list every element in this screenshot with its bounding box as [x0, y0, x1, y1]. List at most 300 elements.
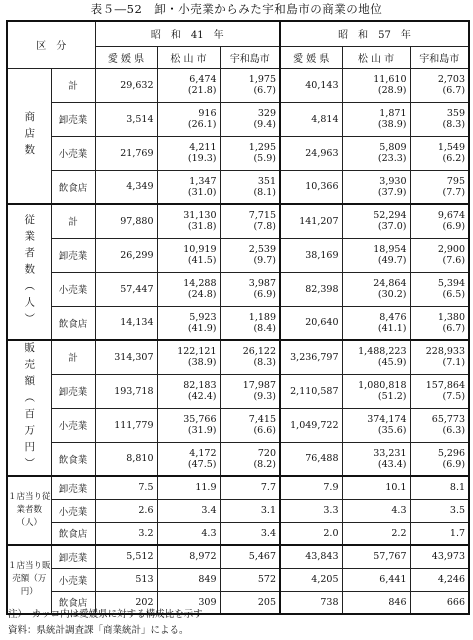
ratio: (7.8)	[253, 221, 276, 233]
value: 1,080,818	[358, 380, 407, 391]
value: 7.5	[138, 482, 154, 494]
ratio: (9.7)	[253, 255, 276, 266]
value-cell	[410, 442, 469, 476]
ratio: (6.7)	[442, 85, 466, 96]
value: 4,211	[189, 142, 217, 153]
value-cell	[410, 522, 469, 545]
value-cell	[280, 568, 342, 591]
value-cell	[95, 408, 157, 442]
value-cell	[157, 170, 220, 204]
value: 24,963	[305, 147, 339, 159]
value-cell	[95, 238, 157, 272]
value-cell	[342, 408, 410, 442]
subcategory-label: 飲食店	[51, 306, 95, 340]
value: 513	[135, 574, 154, 585]
value-cell	[95, 204, 157, 238]
value: 5,923	[189, 311, 217, 323]
category-label: １店当り販売額（万円）	[7, 545, 51, 614]
ratio: (8.4)	[253, 322, 276, 334]
value: 43,843	[305, 551, 339, 563]
era1-header: 昭 和 41 年	[95, 21, 280, 46]
value: 2.6	[138, 505, 154, 516]
table-row	[7, 408, 469, 442]
value: 4,246	[437, 574, 466, 585]
value-cell	[280, 306, 342, 340]
value: 1,488,223	[358, 346, 407, 358]
table-row	[7, 442, 469, 476]
value: 5,394	[437, 278, 466, 289]
value: 157,864	[425, 380, 466, 391]
value: 14,288	[183, 278, 217, 289]
value-cell	[157, 272, 220, 306]
table-row	[7, 306, 469, 340]
value-cell	[157, 238, 220, 272]
value: 849	[198, 574, 217, 585]
table-row	[7, 102, 469, 136]
value-cell	[220, 522, 280, 545]
table-row	[7, 374, 469, 408]
col-header: 愛 媛 県	[280, 46, 342, 68]
value: 57,447	[120, 283, 154, 295]
value: 2,703	[437, 74, 466, 85]
value-cell	[280, 408, 342, 442]
value-cell	[342, 306, 410, 340]
value: 359	[446, 108, 466, 119]
ratio: (41.5)	[187, 255, 217, 266]
kubun-header: 区 分	[7, 21, 95, 68]
ratio: (31.9)	[187, 425, 217, 436]
ratio: (35.6)	[377, 425, 407, 436]
table-row	[7, 545, 469, 568]
value-cell	[95, 68, 157, 102]
value-cell	[220, 238, 280, 272]
value-cell	[95, 568, 157, 591]
value: 329	[257, 108, 276, 119]
value: 572	[257, 574, 276, 585]
value: 666	[446, 596, 466, 608]
table-row	[7, 204, 469, 238]
value: 720	[257, 447, 276, 459]
value-cell	[280, 170, 342, 204]
value-cell	[220, 499, 280, 522]
value: 3,236,797	[290, 351, 339, 363]
subcategory-label: 飲食店	[51, 170, 95, 204]
value: 309	[198, 596, 217, 608]
value-cell	[280, 499, 342, 522]
subcategory-label: 小売業	[51, 136, 95, 170]
value: 10,919	[183, 244, 217, 255]
value-cell	[157, 408, 220, 442]
value: 846	[388, 596, 407, 608]
value: 10,366	[305, 181, 339, 193]
value: 76,488	[305, 453, 339, 465]
value: 7,415	[248, 414, 276, 425]
value-cell	[95, 306, 157, 340]
value: 57,767	[373, 551, 407, 563]
value-cell	[157, 340, 220, 374]
value-cell	[157, 522, 220, 545]
value: 20,640	[305, 317, 339, 329]
value: 11,610	[373, 74, 407, 85]
value: 3.2	[138, 527, 154, 539]
ratio: (28.9)	[377, 85, 407, 96]
value: 8,476	[379, 311, 407, 323]
value: 111,779	[114, 419, 154, 431]
ratio: (8.3)	[442, 119, 466, 130]
value: 3.1	[260, 505, 276, 516]
ratio: (21.8)	[187, 85, 217, 96]
value: 26,299	[120, 249, 154, 261]
value: 6,441	[379, 574, 407, 585]
value-cell	[157, 499, 220, 522]
value-cell	[95, 545, 157, 568]
value-cell	[410, 568, 469, 591]
value-cell	[410, 340, 469, 374]
value-cell	[410, 136, 469, 170]
value-cell	[280, 591, 342, 614]
subcategory-label: 卸売業	[51, 476, 95, 499]
ratio: (42.4)	[187, 391, 217, 402]
value-cell	[280, 238, 342, 272]
value-cell	[410, 238, 469, 272]
value: 1,049,722	[290, 419, 339, 431]
value: 8,810	[126, 453, 154, 465]
ratio: (8.1)	[253, 186, 276, 198]
value: 916	[198, 108, 217, 119]
value: 4,349	[126, 181, 154, 193]
table-row	[7, 499, 469, 522]
ratio: (7.1)	[442, 357, 466, 369]
table-row	[7, 476, 469, 499]
ratio: (37.0)	[377, 221, 407, 233]
value-cell	[410, 545, 469, 568]
ratio: (6.5)	[442, 289, 466, 300]
ratio: (6.9)	[253, 289, 276, 300]
value-cell	[157, 204, 220, 238]
value: 24,864	[373, 278, 407, 289]
value: 5,512	[126, 551, 154, 563]
ratio: (6.6)	[253, 425, 276, 436]
col-header: 松 山 市	[342, 46, 410, 68]
note-line: 注） カッコ内は愛媛県に対する構成比を示す	[8, 609, 203, 620]
value-cell	[220, 408, 280, 442]
category-label: 商店数	[7, 68, 51, 204]
table-row	[7, 522, 469, 545]
value: 8,972	[189, 551, 217, 563]
value: 1,347	[189, 175, 217, 187]
col-header: 松 山 市	[157, 46, 220, 68]
value: 4,205	[311, 574, 339, 585]
value-cell	[220, 306, 280, 340]
value-cell	[342, 272, 410, 306]
value-cell	[280, 204, 342, 238]
value: 1.7	[449, 527, 466, 539]
value: 4.3	[201, 527, 217, 539]
ratio: (9.4)	[253, 119, 276, 130]
value: 374,174	[367, 414, 407, 425]
table-body	[7, 68, 469, 614]
source-line: 資料：県統計調査課「商業統計」による。	[8, 625, 189, 636]
value-cell	[220, 68, 280, 102]
value: 314,307	[114, 351, 154, 363]
value-cell	[220, 442, 280, 476]
ratio: (7.6)	[442, 255, 466, 266]
table-row	[7, 272, 469, 306]
ratio: (51.2)	[377, 391, 407, 402]
ratio: (26.1)	[187, 119, 217, 130]
value-cell	[410, 374, 469, 408]
value-cell	[410, 170, 469, 204]
ratio: (7.5)	[442, 391, 466, 402]
value: 4.3	[391, 505, 407, 516]
value: 3.4	[201, 505, 217, 516]
value: 2,900	[437, 244, 466, 255]
value: 3,930	[379, 175, 407, 187]
value: 2.2	[391, 527, 407, 539]
value-cell	[280, 522, 342, 545]
value: 65,773	[431, 414, 466, 425]
value-cell	[342, 545, 410, 568]
subcategory-label: 卸売業	[51, 374, 95, 408]
commerce-table	[6, 20, 470, 615]
value-cell	[342, 499, 410, 522]
col-header: 愛 媛 県	[95, 46, 157, 68]
value-cell	[95, 340, 157, 374]
ratio: (5.9)	[253, 153, 276, 164]
value: 5,296	[437, 447, 466, 459]
ratio: (31.8)	[187, 221, 217, 233]
value: 14,134	[120, 317, 154, 329]
value: 1,380	[437, 311, 466, 323]
value: 193,718	[114, 385, 154, 397]
value-cell	[410, 204, 469, 238]
value: 3.3	[323, 505, 339, 516]
ratio: (6.7)	[442, 322, 466, 334]
ratio: (43.4)	[377, 458, 407, 470]
value-cell	[95, 272, 157, 306]
value-cell	[157, 442, 220, 476]
value: 82,398	[305, 283, 339, 295]
value: 33,231	[373, 447, 407, 459]
ratio: (6.3)	[442, 425, 466, 436]
table-row	[7, 170, 469, 204]
value: 43,973	[431, 551, 466, 563]
value: 40,143	[305, 79, 339, 91]
ratio: (23.3)	[377, 153, 407, 164]
value-cell	[342, 568, 410, 591]
value-cell	[410, 476, 469, 499]
ratio: (24.8)	[187, 289, 217, 300]
value-cell	[220, 340, 280, 374]
value-cell	[342, 68, 410, 102]
table-row	[7, 136, 469, 170]
value-cell	[342, 340, 410, 374]
value-cell	[157, 476, 220, 499]
ratio: (8.2)	[253, 458, 276, 470]
value-cell	[280, 374, 342, 408]
value-cell	[220, 204, 280, 238]
era2-header: 昭 和 57 年	[280, 21, 469, 46]
value-cell	[342, 591, 410, 614]
ratio: (6.2)	[442, 153, 466, 164]
value-cell	[342, 136, 410, 170]
value: 6,474	[189, 74, 217, 85]
value: 3,987	[248, 278, 276, 289]
value: 82,183	[183, 380, 217, 391]
value-cell	[157, 374, 220, 408]
value-cell	[342, 204, 410, 238]
value: 9,674	[437, 210, 466, 222]
value-cell	[342, 476, 410, 499]
value-cell	[342, 170, 410, 204]
value: 351	[257, 175, 276, 187]
subcategory-label: 飲食店	[51, 522, 95, 545]
subcategory-label: 計	[51, 340, 95, 374]
value: 1,549	[437, 142, 466, 153]
value: 29,632	[120, 79, 154, 91]
subcategory-label: 小売業	[51, 408, 95, 442]
value-cell	[220, 591, 280, 614]
value-cell	[280, 545, 342, 568]
subcategory-label: 小売業	[51, 499, 95, 522]
category-label: １店当り従業者数（人）	[7, 476, 51, 545]
subcategory-label: 飲食店	[51, 591, 95, 614]
value: 35,766	[183, 414, 217, 425]
subcategory-label: 小売業	[51, 272, 95, 306]
value: 2.0	[323, 527, 339, 539]
value: 7.7	[260, 482, 276, 494]
ratio: (47.5)	[187, 458, 217, 470]
value-cell	[410, 68, 469, 102]
table-title: 表５―52 卸・小売業からみた宇和島市の商業の地位	[90, 2, 383, 16]
value-cell	[95, 170, 157, 204]
subcategory-label: 計	[51, 204, 95, 238]
value-cell	[95, 374, 157, 408]
value-cell	[157, 545, 220, 568]
value: 205	[257, 596, 276, 608]
table-row	[7, 238, 469, 272]
value-cell	[157, 306, 220, 340]
value: 2,539	[248, 244, 276, 255]
value: 3,514	[126, 113, 154, 125]
value: 3.4	[260, 527, 276, 539]
value-cell	[410, 591, 469, 614]
value-cell	[95, 102, 157, 136]
value-cell	[157, 102, 220, 136]
value-cell	[220, 272, 280, 306]
ratio: (41.9)	[187, 322, 217, 334]
value-cell	[280, 476, 342, 499]
value-cell	[410, 499, 469, 522]
subcategory-label: 小売業	[51, 568, 95, 591]
value: 738	[320, 596, 339, 608]
ratio: (9.3)	[253, 391, 276, 402]
col-header: 宇和島市	[220, 46, 280, 68]
value: 228,933	[425, 346, 466, 358]
subcategory-label: 計	[51, 68, 95, 102]
value-cell	[220, 568, 280, 591]
value: 202	[135, 596, 154, 608]
value: 3.5	[449, 505, 466, 516]
value: 122,121	[177, 346, 217, 358]
ratio: (37.9)	[377, 186, 407, 198]
value-cell	[220, 102, 280, 136]
ratio: (6.9)	[442, 458, 466, 470]
value-cell	[95, 136, 157, 170]
subcategory-label: 卸売業	[51, 545, 95, 568]
value: 141,207	[299, 215, 339, 227]
value: 52,294	[373, 210, 407, 222]
value-cell	[95, 442, 157, 476]
value-cell	[342, 102, 410, 136]
ratio: (49.7)	[377, 255, 407, 266]
value: 31,130	[183, 210, 217, 222]
value-cell	[220, 545, 280, 568]
value-cell	[342, 442, 410, 476]
value-cell	[95, 522, 157, 545]
ratio: (38.9)	[187, 357, 217, 369]
ratio: (30.2)	[377, 289, 407, 300]
value: 1,871	[379, 108, 407, 119]
category-label: 販売額（百万円）	[7, 340, 51, 476]
subcategory-label: 飲食業	[51, 442, 95, 476]
ratio: (8.3)	[253, 357, 276, 369]
value: 5,809	[379, 142, 407, 153]
value: 26,122	[242, 346, 276, 358]
ratio: (38.9)	[377, 119, 407, 130]
value-cell	[220, 136, 280, 170]
value: 8.1	[449, 482, 466, 494]
ratio: (45.9)	[377, 357, 407, 369]
value-cell	[280, 442, 342, 476]
subcategory-label: 卸売業	[51, 238, 95, 272]
value-cell	[157, 68, 220, 102]
value: 1,295	[248, 142, 276, 153]
value-cell	[410, 272, 469, 306]
value-cell	[410, 306, 469, 340]
col-header: 宇和島市	[410, 46, 469, 68]
value: 1,189	[248, 311, 276, 323]
value-cell	[342, 238, 410, 272]
value: 4,814	[311, 113, 339, 125]
value-cell	[410, 408, 469, 442]
value-cell	[157, 568, 220, 591]
value-cell	[157, 136, 220, 170]
value: 38,169	[305, 249, 339, 261]
value-cell	[95, 499, 157, 522]
value-cell	[280, 340, 342, 374]
table-row	[7, 340, 469, 374]
value-cell	[280, 102, 342, 136]
value: 7,715	[248, 210, 276, 222]
value-cell	[280, 136, 342, 170]
value: 21,769	[120, 147, 154, 159]
ratio: (19.3)	[187, 153, 217, 164]
value: 18,954	[373, 244, 407, 255]
value: 4,172	[189, 447, 217, 459]
ratio: (6.7)	[253, 85, 276, 96]
value: 10.1	[385, 482, 407, 494]
ratio: (6.9)	[442, 221, 466, 233]
value-cell	[220, 476, 280, 499]
ratio: (41.1)	[377, 322, 407, 334]
value: 1,975	[248, 74, 276, 85]
subcategory-label: 卸売業	[51, 102, 95, 136]
value: 5,467	[248, 551, 276, 563]
value-cell	[220, 170, 280, 204]
value-cell	[95, 476, 157, 499]
ratio: (7.7)	[442, 186, 466, 198]
